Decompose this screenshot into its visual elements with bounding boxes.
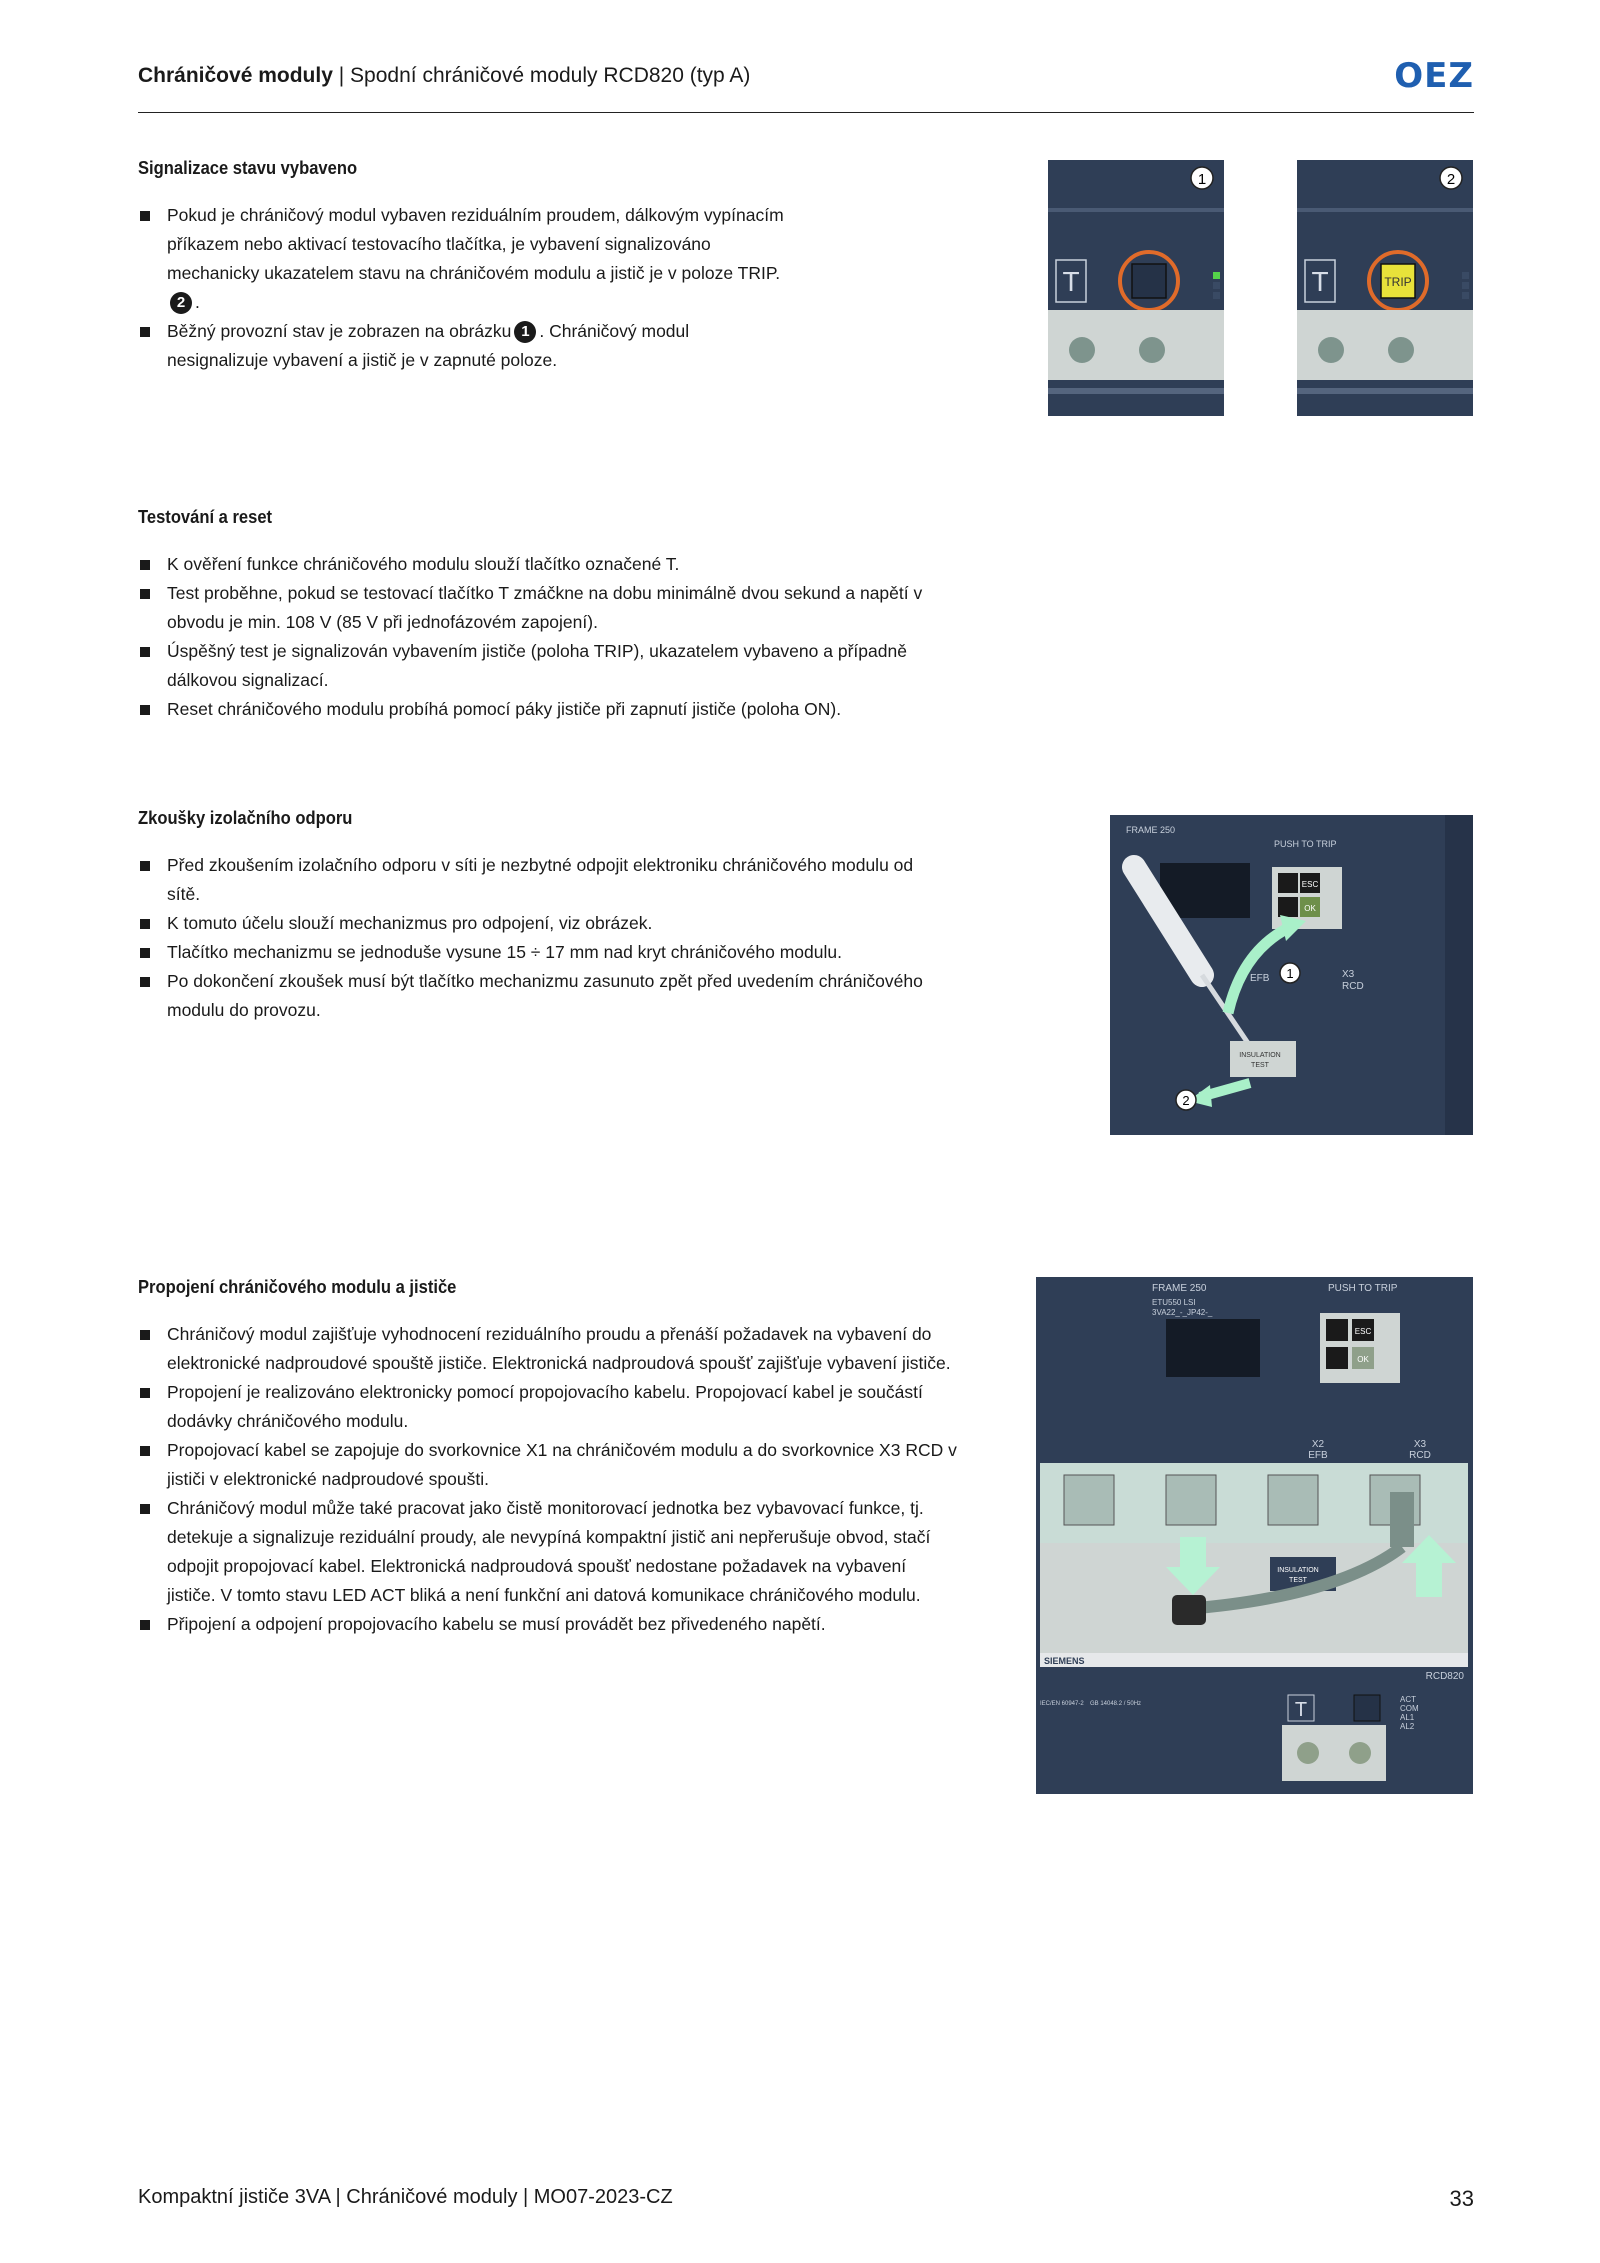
test-button-label: T [1294, 1699, 1308, 1721]
list-item: Připojení a odpojení propojovacího kabelu se musí provádět bez přivedeného napětí. [138, 1610, 958, 1639]
figure-normal-state [1048, 160, 1224, 416]
test-button-label: T [1062, 266, 1080, 297]
header-title [138, 64, 750, 88]
section-title: Signalizace stavu vybaveno [138, 158, 358, 178]
callout-1: 1 [1197, 171, 1207, 188]
efb-label: EFB [1308, 1450, 1328, 1461]
list-item: Propojení je realizováno elektronicky pomocí propojovacího kabelu. Propojovací kabel je součástí dodávky chráničového modulu. [138, 1378, 958, 1436]
figure-insulation-test [1110, 815, 1473, 1135]
list-item [138, 201, 788, 317]
led-act: ACT [1400, 1695, 1416, 1704]
section-testovani [138, 507, 958, 724]
callout-2: 2 [1446, 171, 1456, 188]
section-propojeni [138, 1277, 958, 1639]
header-separator: | [338, 64, 345, 87]
rcd-label: RCD [1342, 981, 1364, 992]
section-title: Testování a reset [138, 507, 273, 527]
x2-label: X2 [1311, 1439, 1325, 1450]
page-header [138, 58, 1474, 113]
section-zkousky [138, 808, 958, 1025]
push-to-trip-label: PUSH TO TRIP [1274, 839, 1337, 849]
section-title: Propojení chráničového modulu a jističe [138, 1277, 457, 1297]
header-section-rest: Spodní chráničové moduly RCD820 (typ A) [350, 64, 751, 87]
trip-indicator: TRIP [1384, 275, 1412, 289]
list-item: K tomuto účelu slouží mechanizmus pro odpojení, viz obrázek. [138, 909, 938, 938]
list-item: K ověření funkce chráničového modulu slouží tlačítko označené T. [138, 550, 958, 579]
list-item: Chráničový modul zajišťuje vyhodnocení reziduálního proudu a přenáší požadavek na vybavení do elektronické nadproudové spouště jističe. Elektronická nadproudová spoušť zajišťuje vybavení jističe. [138, 1320, 958, 1378]
list-item-after: . [195, 292, 200, 312]
code-label: 3VA22_-_JP42-_ [1152, 1308, 1213, 1317]
figure-connection-cable [1036, 1277, 1473, 1794]
ok-label: OK [1304, 904, 1316, 913]
led-com: COM [1400, 1704, 1419, 1713]
ok-label: OK [1357, 1355, 1369, 1364]
list-item: Po dokončení zkoušek musí být tlačítko mechanizmu zasunuto zpět před uvedením chráničového modulu do provozu. [138, 967, 938, 1025]
efb-label: EFB [1250, 973, 1270, 984]
section-title: Zkoušky izolačního odporu [138, 808, 353, 828]
list-item: Před zkoušením izolačního odporu v síti je nezbytné odpojit elektroniku chráničového modulu od sítě. [138, 851, 938, 909]
esc-label: ESC [1354, 1327, 1372, 1336]
page-number: 33 [1449, 2186, 1474, 2211]
push-to-trip-label: PUSH TO TRIP [1328, 1283, 1398, 1294]
list-item: Reset chráničového modulu probíhá pomocí páky jističe při zapnutí jističe (poloha ON). [138, 695, 958, 724]
frame-label: FRAME 250 [1126, 825, 1176, 835]
list-item: Chráničový modul může také pracovat jako čistě monitorovací jednotka bez vybavovací funkce, tj. detekuje a signalizuje reziduální proudy, ale nevypíná kompaktní jistič ani nepřerušuje obvod, stačí odpojit propojovací kabel. Elektronická nadproudová spoušť nedostane požadavek na vybavení jističe. V tomto stavu LED ACT bliká a není funkční ani datová komunikace chráničového modulu. [138, 1494, 958, 1610]
badge-1: 1 [514, 321, 536, 343]
x3-label: X3 [1413, 1439, 1427, 1450]
list-item [138, 317, 788, 375]
x3-label: X3 [1342, 969, 1355, 980]
standard-label: IEC/EN 60947-2 [1040, 1701, 1084, 1707]
etu-label: ETU550 LSI [1152, 1298, 1196, 1307]
insulation-label: INSULATION [1239, 1052, 1281, 1059]
oez-logo: OEZ [1394, 56, 1474, 96]
test-label: TEST [1289, 1577, 1307, 1584]
badge-2: 2 [170, 292, 192, 314]
footer-text: Kompaktní jističe 3VA | Chráničové moduly | MO07-2023-CZ [138, 2186, 673, 2208]
led-al1: AL1 [1400, 1713, 1415, 1722]
insulation-label: INSULATION [1277, 1567, 1319, 1574]
list-item: Úspěšný test je signalizován vybavením jističe (poloha TRIP), ukazatelem vybaveno a případně dálkovou signalizací. [138, 637, 958, 695]
list-item-after: . Chráničový modul nesignalizuje vybavení a jistič je v zapnuté poloze. [167, 321, 690, 370]
test-label: TEST [1251, 1062, 1269, 1069]
model-label: RCD820 [1425, 1671, 1464, 1682]
led-al2: AL2 [1400, 1722, 1415, 1731]
rcd-label: RCD [1409, 1450, 1431, 1461]
callout-2: 2 [1182, 1093, 1190, 1108]
frame-label: FRAME 250 [1152, 1283, 1207, 1294]
list-item: Propojovací kabel se zapojuje do svorkovnice X1 na chráničovém modulu a do svorkovnice X3 RCD v jističi v elektronické nadproudové spoušti. [138, 1436, 958, 1494]
list-item-text: Pokud je chráničový modul vybaven reziduálním proudem, dálkovým vypínacím příkazem nebo aktivací testovacího tlačítka, je vybavení signalizováno mechanicky ukazatelem stavu na chráničovém modulu a jistič je v poloze TRIP. [167, 205, 784, 283]
gb-label: GB 14048.2 / 50Hz [1090, 1701, 1142, 1707]
header-section-bold: Chráničové moduly [138, 64, 333, 87]
test-button-label: T [1311, 266, 1329, 297]
figure-trip-state [1297, 160, 1473, 416]
callout-1: 1 [1286, 966, 1294, 981]
list-item: Tlačítko mechanizmu se jednoduše vysune 15 ÷ 17 mm nad kryt chráničového modulu. [138, 938, 938, 967]
list-item: Test proběhne, pokud se testovací tlačítko T zmáčkne na dobu minimálně dvou sekund a napětí v obvodu je min. 108 V (85 V při jednofázovém zapojení). [138, 579, 958, 637]
list-item-text: Běžný provozní stav je zobrazen na obrázku [167, 321, 512, 341]
esc-label: ESC [1301, 880, 1319, 889]
section-signalizace [138, 158, 958, 375]
siemens-brand: SIEMENS [1044, 1656, 1085, 1666]
